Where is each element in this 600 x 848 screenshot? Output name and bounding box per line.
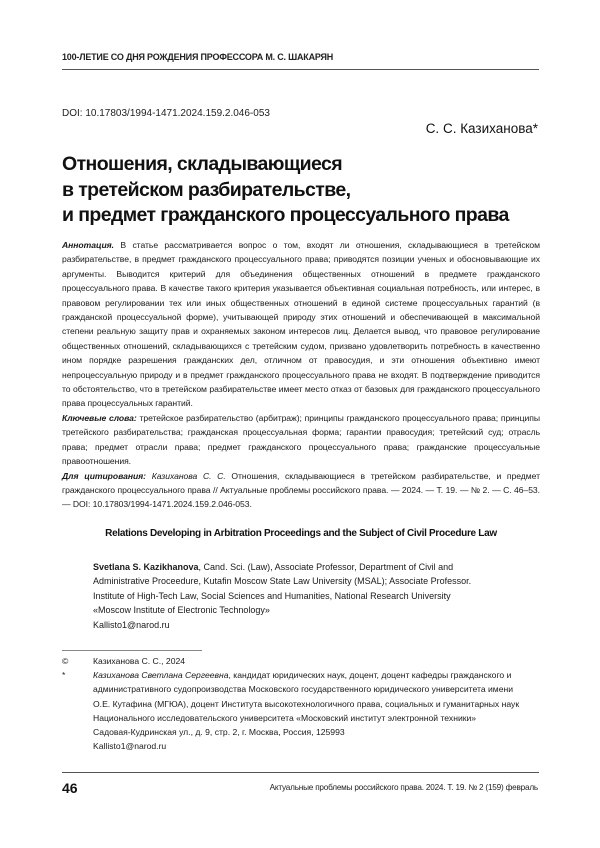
running-title: 100-ЛЕТИЕ СО ДНЯ РОЖДЕНИЯ ПРОФЕССОРА М. С. ШАКАРЯН [62, 52, 333, 62]
english-author-info [93, 560, 540, 632]
english-author-line: «Moscow Institute of Electronic Technology» [93, 603, 540, 617]
citation-author: Казиханова С. С. [152, 471, 226, 481]
article-title-line: и предмет гражданского процессуального права [62, 203, 542, 229]
article-title-line: Отношения, складывающиеся [62, 152, 542, 178]
abstract-block [62, 238, 540, 512]
footnote-star: * [62, 668, 93, 753]
article-title [62, 152, 542, 229]
footnote-author-name: Казиханова Светлана Сергеевна [93, 670, 229, 680]
abstract-label: Аннотация. [62, 240, 114, 250]
doi: DOI: 10.17803/1994-1471.2024.159.2.046-053 [62, 108, 270, 119]
footnote-rule [62, 650, 202, 651]
copyright-footnote [62, 654, 540, 668]
page-number: 46 [62, 780, 78, 796]
english-author-name: Svetlana S. Kazikhanova [93, 562, 199, 572]
citation-label: Для цитирования: [62, 471, 146, 481]
english-author-affiliation: , Cand. Sci. (Law), Associate Professor, Department of Civil and [199, 562, 454, 572]
abstract-text: В статье рассматривается вопрос о том, входят ли отношения, складывающиеся в третейском разбирательстве, в предмет гражданского процессуального права; приводятся позиции ученых и обосновывающие их аргументы. Выводится критерий для объединения общественных отношений в предмете гражданского процессуального права. В качестве такого критерия указывается объективная социальная потребность, или интерес, в правовом регулировании тех или иных общественных отношений в единой системе процессуальных гарантий (в гражданской процессуальной форме), учитывающей природу этих отношений и обеспечивающей в максимальной степени реальную защиту прав и охраняемых законом интересов лиц. Делается вывод, что правовое регулирование общественных отношений, складывающихся с третейским судом, призвано удовлетворить потребность в качественно ином порядке разрешения гражданских дел, отличном от правосудия, и эти отношения объективно имеют непроцессуальную природу и в предмет гражданского процессуального права не входят. В подтверждение приводится то обстоятельство, что в третейском разбирательстве имеет место отказ от базовых для гражданского процессуального права процессуальных гарантий. [62, 240, 540, 408]
citation [62, 469, 540, 512]
footnote-line: административного судопроизводства Московского государственного юридического университета имени [93, 682, 540, 696]
author-footnote [62, 668, 540, 753]
footnotes [62, 654, 540, 753]
english-author-line: Institute of High-Tech Law, Social Sciences and Humanities, National Research University [93, 589, 540, 603]
footnote-author-degree: , кандидат юридических наук, доцент, доцент кафедры гражданского и [229, 670, 512, 680]
english-author-email: Kallisto1@narod.ru [93, 618, 540, 632]
copyright-text: Казиханова С. С., 2024 [93, 654, 540, 668]
footnote-line: О.Е. Кутафина (МГЮА), доцент Института высокотехнологичного права, социальных и гуманитарных наук [93, 697, 540, 711]
copyright-mark: © [62, 654, 93, 668]
keywords [62, 411, 540, 469]
author-name: С. С. Казиханова* [426, 121, 538, 136]
author-footnote-body [93, 668, 540, 753]
footnote-email: Kallisto1@narod.ru [93, 739, 540, 753]
keywords-label: Ключевые слова: [62, 413, 137, 423]
english-title: Relations Developing in Arbitration Proceedings and the Subject of Civil Procedure Law [62, 528, 540, 539]
header-rule [62, 69, 539, 70]
footnote-line [93, 668, 540, 682]
footnote-line: Национального исследовательского университета «Московский институт электронной техники» [93, 711, 540, 725]
article-title-line: в третейском разбирательстве, [62, 178, 542, 204]
english-author-line [93, 560, 540, 574]
journal-info: Актуальные проблемы российского права. 2024. Т. 19. № 2 (159) февраль [270, 783, 538, 792]
abstract [62, 238, 540, 411]
keywords-text: третейское разбирательство (арбитраж); принципы гражданского процессуального права; принципы третейского разбирательства; гражданская процессуальная форма; гарантии правосудия; третейский суд; отрасль права; предмет отрасли права; предмет гражданского процессуального права; гражданские процессуальные правоотношения. [62, 413, 540, 466]
footer-rule [62, 772, 539, 773]
english-author-line: Administrative Proceedure, Kutafin Moscow State Law University (MSAL); Associate Professor. [93, 574, 540, 588]
citation-text: Отношения, складывающиеся в третейском разбирательстве, и предмет гражданского процессуального права // Актуальные проблемы российского права. — 2024. — Т. 19. — № 2. — С. 46–53. — DOI: 10.17803/1994-1471.2024.159.2.046-053. [62, 471, 540, 510]
footnote-address: Садовая-Кудринская ул., д. 9, стр. 2, г. Москва, Россия, 125993 [93, 725, 540, 739]
